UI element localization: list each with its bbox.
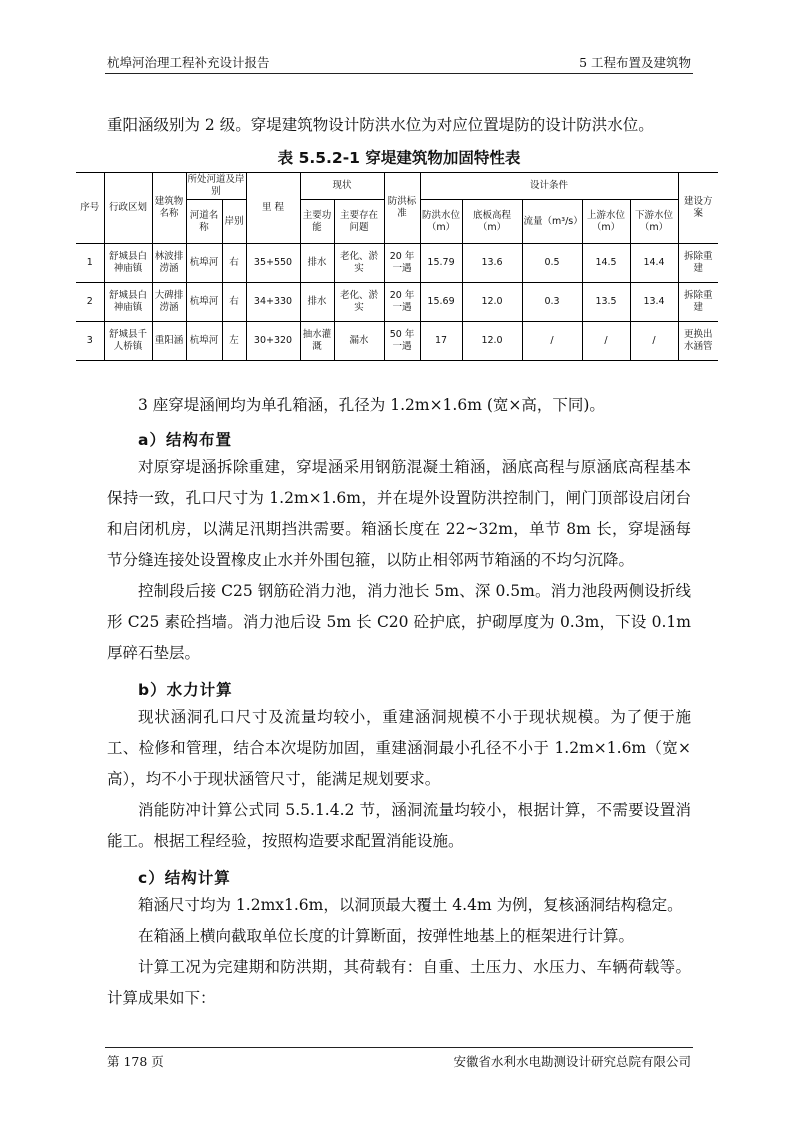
structure-paragraph-2: 控制段后接 C25 钢筋砼消力池，消力池长 5m、深 0.5m。消力池段两侧设折线形 C25 素砼挡墙。消力池后设 5m 长 C20 砼护底，护砌厚度为 0.3m，下设 0.1m 厚碎石垫层。 [107,582,691,662]
th-design-group: 设计条件 [420,173,678,200]
cell-mileage: 30+320 [246,322,300,361]
cell-river: 杭埠河 [186,244,222,283]
cell-plan: 拆除重建 [678,283,718,322]
th-down-level: 下游水位（m） [630,200,678,244]
page-footer [107,1052,691,1072]
heading-hydraulic-calc: b）水力计算 [138,681,233,699]
page-number: 第 178 页 [107,1054,164,1069]
table-row [76,283,718,322]
cell-function: 排水 [300,244,334,283]
cell-mileage: 35+550 [246,244,300,283]
heading-structural-calc: c）结构计算 [138,869,231,887]
cell-standard: 20 年一遇 [384,283,420,322]
cell-name: 林波排涝涵 [152,244,186,283]
th-bank: 岸别 [222,200,246,244]
cell-down: 14.4 [630,244,678,283]
cell-problem: 漏水 [334,322,384,361]
cell-flow: 0.5 [522,244,582,283]
header-rule [105,73,693,74]
cell-bank: 右 [222,283,246,322]
table-header-row-1 [76,173,718,200]
th-main-function: 主要功能 [300,200,334,244]
cell-flood-level: 15.79 [420,244,462,283]
page-header [107,53,691,73]
th-flood-standard: 防洪标准 [384,173,420,244]
structural-paragraph-1: 箱涵尺寸均为 1.2mx1.6m，以洞顶最大覆土 4.4m 为例，复核涵洞结构稳定。 [138,896,683,914]
cell-seq: 1 [76,244,104,283]
th-up-level: 上游水位（m） [582,200,630,244]
cell-down: 13.4 [630,283,678,322]
cell-name: 重阳涵 [152,322,186,361]
cell-up: 14.5 [582,244,630,283]
cell-name: 大碑排涝涵 [152,283,186,322]
hydraulic-paragraph-1: 现状涵洞孔口尺寸及流量均较小，重建涵洞规模不小于现状规模。为了便于施工、检修和管理，结合本次堤防加固，重建涵洞最小孔径不小于 1.2m×1.6m（宽×高），均不小于现状涵管尺寸，能满足规划要求。 [107,708,691,788]
th-flood-level: 防洪水位（m） [420,200,462,244]
th-plan: 建设方案 [678,173,718,244]
th-region: 行政区划 [104,173,152,244]
cell-down: / [630,322,678,361]
table-row [76,244,718,283]
th-river-group: 所处河道及岸别 [186,173,246,200]
th-building-name: 建筑物名称 [152,173,186,244]
structure-paragraph-1: 对原穿堤涵拆除重建，穿堤涵采用钢筋混凝土箱涵，涵底高程与原涵底高程基本保持一致，孔口尺寸为 1.2m×1.6m，并在堤外设置防洪控制门，闸门顶部设启闭台和启闭机房，以满足汛期挡洪需要。箱涵长度在 22~32m，单节 8m 长，穿堤涵每节分缝连接处设置橡皮止水并外围包箍，以防止相邻两节箱涵的不均匀沉降。 [107,458,691,569]
header-chapter: 5 工程布置及建筑物 [579,55,691,70]
cell-region: 舒城县千人桥镇 [104,322,152,361]
cell-standard: 20 年一遇 [384,244,420,283]
cell-mileage: 34+330 [246,283,300,322]
cell-bank: 右 [222,244,246,283]
cell-bottom: 12.0 [462,322,522,361]
footer-rule [105,1047,693,1048]
structural-paragraph-3: 计算工况为完建期和防洪期，其荷载有：自重、土压力、水压力、车辆荷载等。计算成果如下： [107,958,691,1007]
th-status-group: 现状 [300,173,384,200]
th-river-name: 河道名称 [186,200,222,244]
th-seq: 序号 [76,173,104,244]
culvert-size-paragraph: 3 座穿堤涵闸均为单孔箱涵，孔径为 1.2m×1.6m (宽×高，下同)。 [138,396,605,414]
th-main-problem: 主要存在问题 [334,200,384,244]
cell-flow: / [522,322,582,361]
th-bottom-elev: 底板高程（m） [462,200,522,244]
cell-river: 杭埠河 [186,322,222,361]
cell-bank: 左 [222,322,246,361]
th-flow: 流量（m³/s） [522,200,582,244]
cell-river: 杭埠河 [186,283,222,322]
cell-bottom: 12.0 [462,283,522,322]
header-report-title: 杭埠河治理工程补充设计报告 [107,55,270,70]
table-caption: 表 5.5.2-1 穿堤建筑物加固特性表 [277,149,521,167]
cell-seq: 3 [76,322,104,361]
cell-problem: 老化、淤实 [334,283,384,322]
structural-paragraph-2: 在箱涵上横向截取单位长度的计算断面，按弹性地基上的框架进行计算。 [138,927,635,945]
cell-up: / [582,322,630,361]
hydraulic-paragraph-2: 消能防冲计算公式同 5.5.1.4.2 节，涵洞流量均较小，根据计算，不需要设置消能工。根据工程经验，按照构造要求配置消能设施。 [107,801,691,850]
cell-function: 抽水灌溉 [300,322,334,361]
cell-region: 舒城县白神庙镇 [104,244,152,283]
cell-function: 排水 [300,283,334,322]
heading-structure-layout: a）结构布置 [138,431,232,449]
cell-flow: 0.3 [522,283,582,322]
th-mileage: 里 程 [246,173,300,244]
cell-plan: 更换出水涵管 [678,322,718,361]
intro-paragraph: 重阳涵级别为 2 级。穿堤建筑物设计防洪水位为对应位置堤防的设计防洪水位。 [107,116,654,134]
cell-flood-level: 17 [420,322,462,361]
cell-standard: 50 年一遇 [384,322,420,361]
cell-flood-level: 15.69 [420,283,462,322]
footer-organization: 安徽省水利水电勘测设计研究总院有限公司 [453,1054,691,1069]
cell-seq: 2 [76,283,104,322]
cell-problem: 老化、淤实 [334,244,384,283]
culvert-table [76,172,718,361]
cell-plan: 拆除重建 [678,244,718,283]
table-row [76,322,718,361]
cell-region: 舒城县白神庙镇 [104,283,152,322]
cell-up: 13.5 [582,283,630,322]
cell-bottom: 13.6 [462,244,522,283]
